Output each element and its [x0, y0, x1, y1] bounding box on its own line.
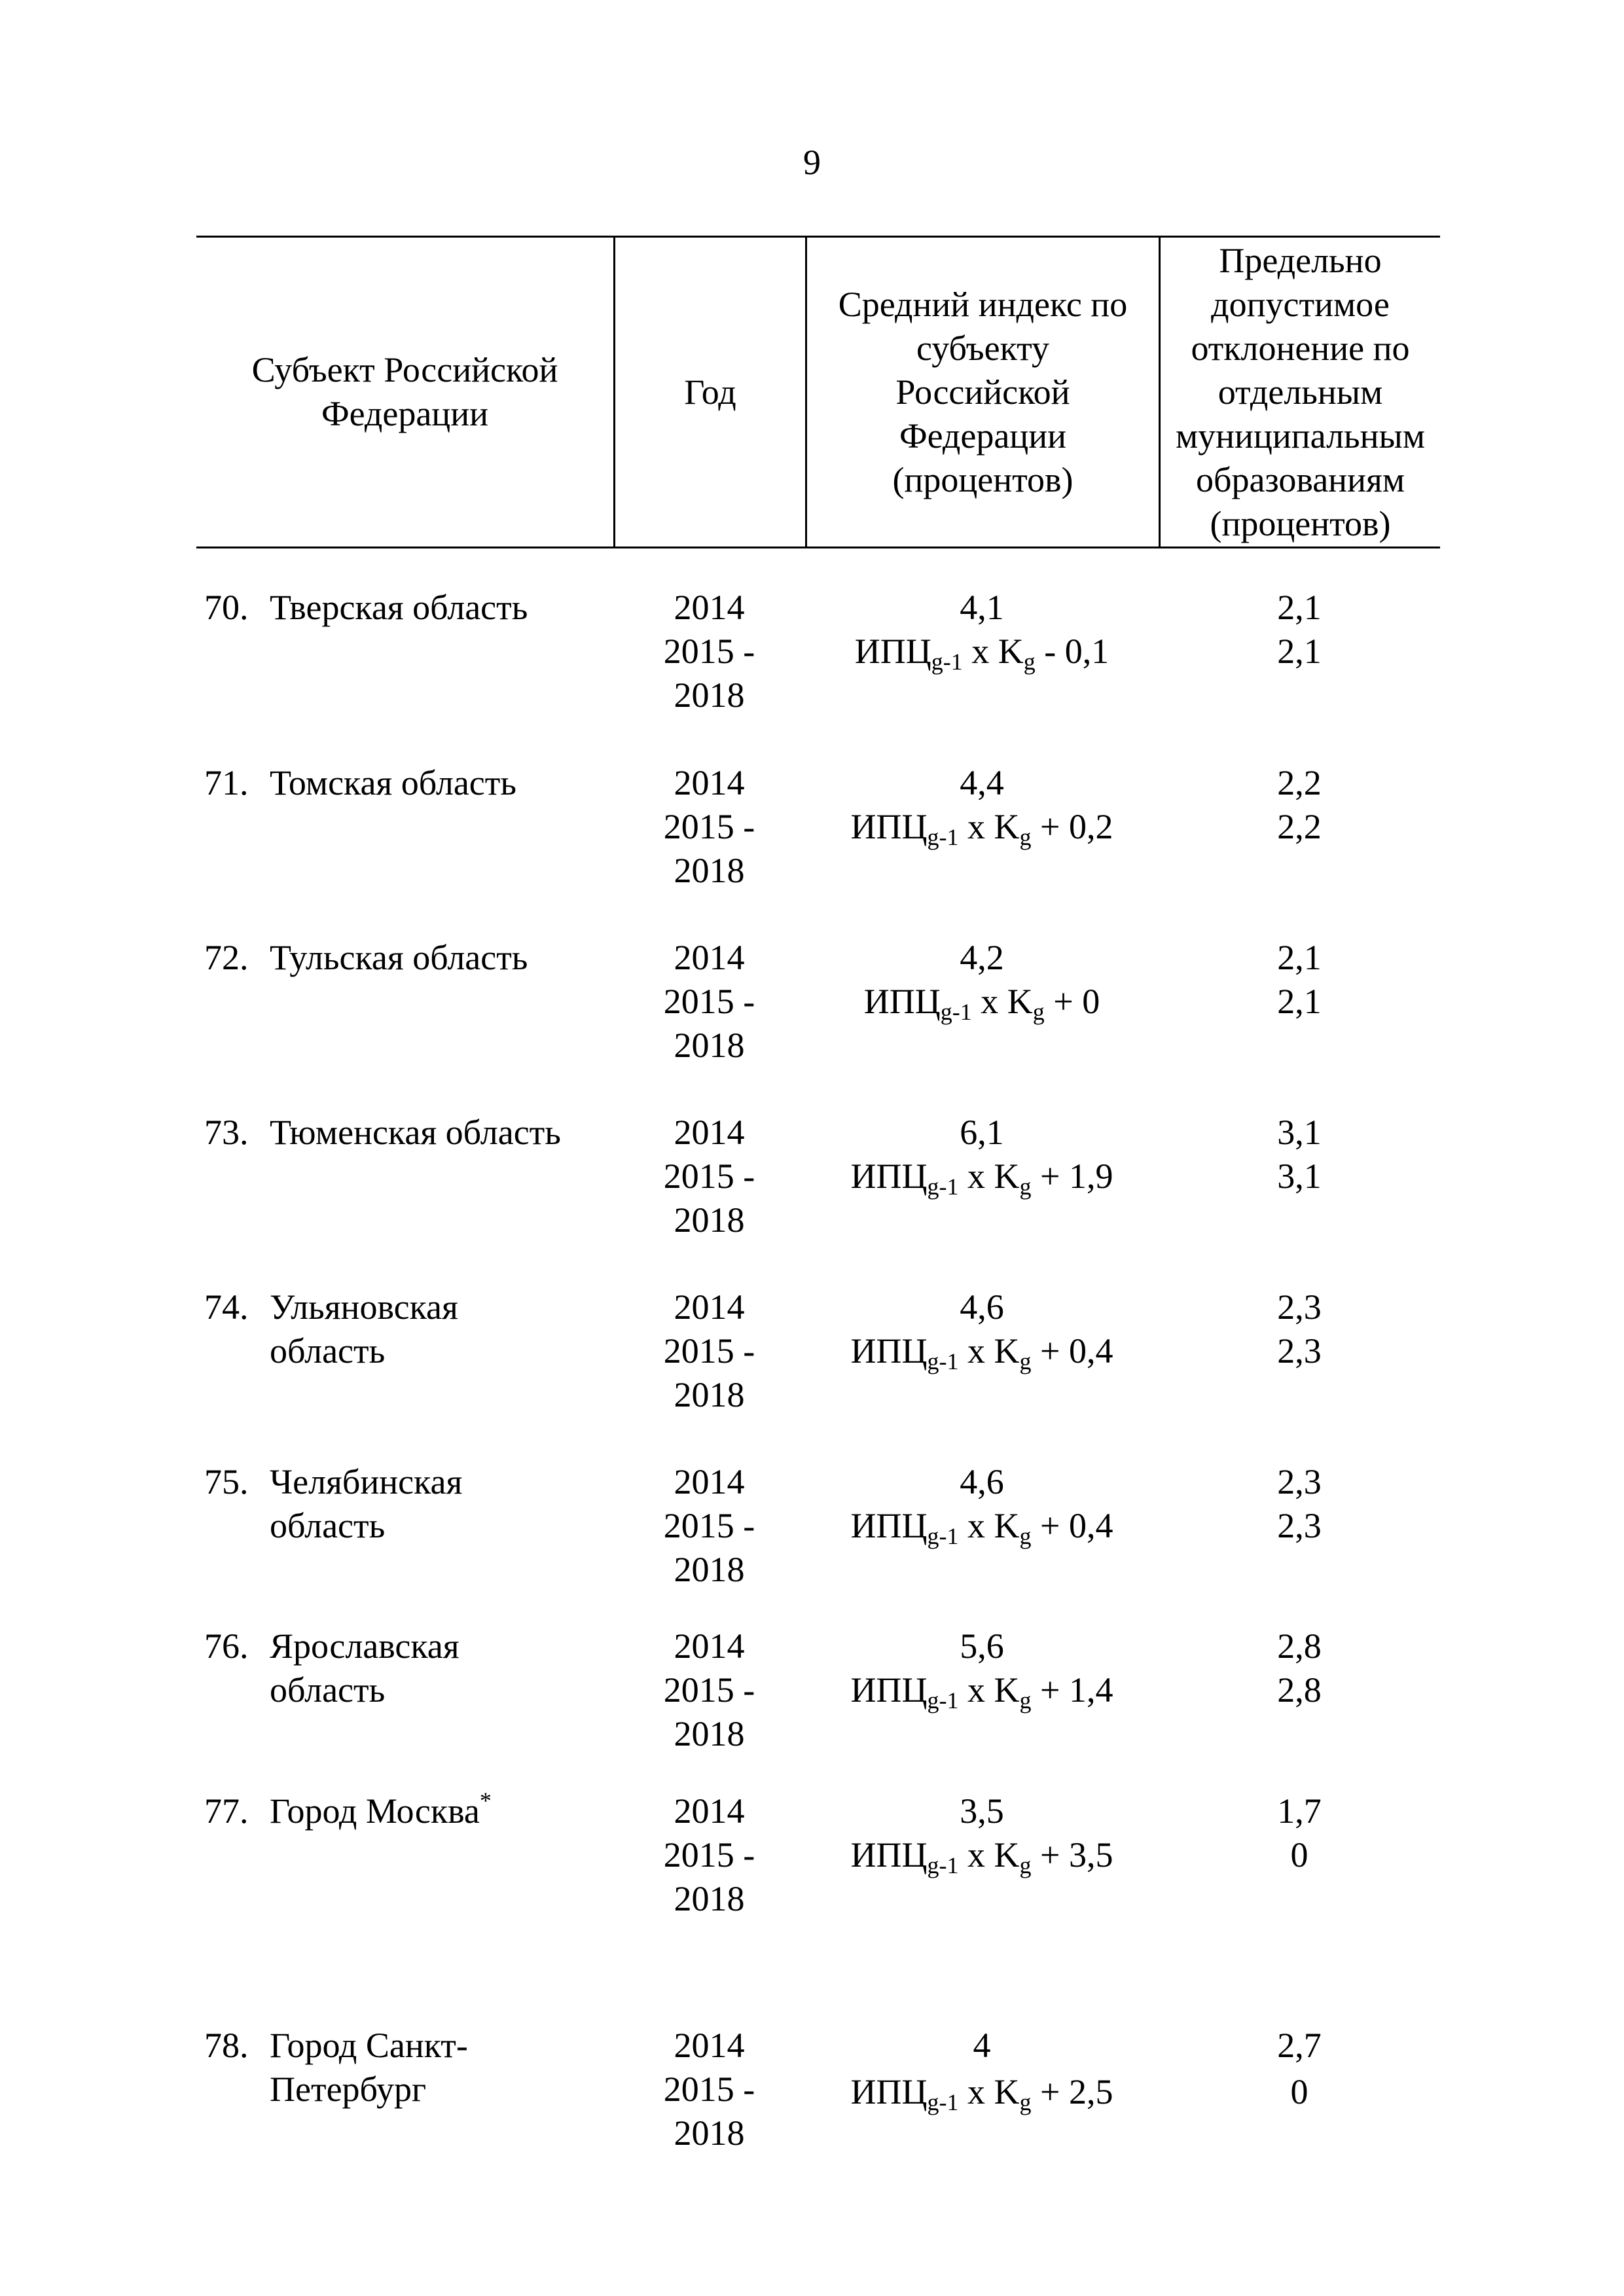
- formula-mult-sub: g: [1019, 1174, 1032, 1200]
- deviation-2014: 2,2: [1277, 763, 1322, 802]
- year-2014: 2014: [674, 588, 745, 627]
- header-index-text: Средний индекс по субъекту Российской Федерации (процентов): [838, 284, 1128, 499]
- formula-mult-sub: g: [1019, 1523, 1032, 1549]
- index-2014: 3,5: [960, 1791, 1004, 1831]
- index-formula: [805, 630, 1159, 673]
- row-number: 78.: [204, 2026, 249, 2065]
- deviation-2014: 2,8: [1277, 1626, 1322, 1666]
- row-subject: Тюменская область: [270, 1113, 561, 1152]
- index-formula: [805, 2070, 1159, 2114]
- formula-mult-sub: g: [1019, 1687, 1032, 1713]
- row-years: [613, 2024, 805, 2155]
- year-range-start: 2015 -: [663, 2070, 755, 2109]
- formula-mult-sub: g: [1032, 999, 1045, 1025]
- index-formula: [805, 1668, 1159, 1712]
- row-number: 77.: [204, 1791, 249, 1831]
- row-deviation: [1159, 2024, 1440, 2114]
- year-range-end: 2018: [674, 1375, 745, 1414]
- formula-base-sub: g-1: [927, 1174, 959, 1200]
- deviation-2015: 2,3: [1277, 1331, 1322, 1371]
- row-deviation: [1159, 586, 1440, 673]
- index-formula: [805, 1833, 1159, 1877]
- row-index: [805, 1111, 1159, 1198]
- header-year-text: Год: [684, 372, 736, 412]
- page-number: 9: [803, 143, 821, 182]
- row-subject: Ульяновская область: [270, 1287, 458, 1371]
- formula-base: ИПЦ: [850, 1506, 928, 1545]
- header-deviation: [1159, 238, 1440, 547]
- row-index: [805, 1285, 1159, 1373]
- formula-base: ИПЦ: [850, 807, 928, 846]
- row-number: 76.: [204, 1626, 249, 1666]
- row-index: [805, 936, 1159, 1024]
- year-2014: 2014: [674, 1626, 745, 1666]
- year-range-end: 2018: [674, 1200, 745, 1240]
- formula-base: ИПЦ: [850, 2072, 928, 2111]
- header-year: [613, 238, 805, 547]
- index-formula: [805, 805, 1159, 849]
- row-number: 75.: [204, 1462, 249, 1501]
- header-subject: [196, 238, 613, 547]
- deviation-2015: 2,3: [1277, 1506, 1322, 1545]
- row-index: [805, 761, 1159, 849]
- row-number: 71.: [204, 763, 249, 802]
- year-range-start: 2015 -: [663, 807, 755, 846]
- deviation-2014: 2,1: [1277, 938, 1322, 977]
- row-deviation: [1159, 936, 1440, 1024]
- index-2014: 6,1: [960, 1113, 1004, 1152]
- deviation-2015: 2,8: [1277, 1670, 1322, 1710]
- header-deviation-text: Предельно допустимое отклонение по отдельным муниципальным образованиям (процентов): [1175, 240, 1426, 543]
- formula-mult: x K: [958, 1506, 1020, 1545]
- year-2014: 2014: [674, 1791, 745, 1831]
- row-deviation: [1159, 1624, 1440, 1712]
- year-range-end: 2018: [674, 1879, 745, 1918]
- year-range-end: 2018: [674, 1550, 745, 1589]
- formula-mult: x K: [958, 1835, 1020, 1874]
- row-years: [613, 1460, 805, 1592]
- deviation-2015: 2,1: [1277, 982, 1322, 1021]
- row-index: [805, 586, 1159, 673]
- row-number: 70.: [204, 588, 249, 627]
- formula-base: ИПЦ: [850, 1670, 928, 1710]
- formula-tail: + 0,4: [1031, 1331, 1113, 1371]
- row-number: 72.: [204, 938, 249, 977]
- row-index: [805, 2024, 1159, 2114]
- year-range-start: 2015 -: [663, 1331, 755, 1371]
- formula-base: ИПЦ: [850, 1835, 928, 1874]
- row-index: [805, 1624, 1159, 1712]
- index-formula: [805, 1155, 1159, 1198]
- formula-mult-sub: g: [1019, 1348, 1032, 1374]
- formula-base-sub: g-1: [927, 1523, 959, 1549]
- index-formula: [805, 1504, 1159, 1548]
- row-subject: Челябинская область: [270, 1462, 463, 1545]
- year-2014: 2014: [674, 2026, 745, 2065]
- deviation-2015: 2,2: [1277, 807, 1322, 846]
- formula-mult: x K: [958, 1331, 1020, 1371]
- row-subject: Томская область: [270, 763, 516, 802]
- year-range-start: 2015 -: [663, 982, 755, 1021]
- row-years: [613, 1111, 805, 1242]
- formula-tail: + 0,2: [1031, 807, 1113, 846]
- index-2014: 4,6: [960, 1287, 1004, 1327]
- year-2014: 2014: [674, 763, 745, 802]
- row-subject: [270, 1789, 610, 1833]
- deviation-2015: 3,1: [1277, 1157, 1322, 1196]
- year-range-end: 2018: [674, 851, 745, 890]
- year-range-end: 2018: [674, 1714, 745, 1753]
- index-2014: 4: [973, 2026, 991, 2065]
- formula-mult: x K: [958, 807, 1020, 846]
- formula-tail: + 2,5: [1031, 2072, 1113, 2111]
- formula-base-sub: g-1: [927, 2089, 959, 2115]
- year-2014: 2014: [674, 938, 745, 977]
- formula-base-sub: g-1: [927, 1348, 959, 1374]
- deviation-2015: 0: [1290, 2072, 1308, 2111]
- header-index: [805, 238, 1159, 547]
- formula-tail: + 1,9: [1031, 1157, 1113, 1196]
- formula-base: ИПЦ: [854, 632, 931, 671]
- year-2014: 2014: [674, 1287, 745, 1327]
- index-2014: 5,6: [960, 1626, 1004, 1666]
- row-years: [613, 586, 805, 717]
- row-deviation: [1159, 1789, 1440, 1877]
- formula-mult-sub: g: [1019, 2089, 1032, 2115]
- row-number: 73.: [204, 1113, 249, 1152]
- formula-mult: x K: [958, 2072, 1020, 2111]
- row-index: [805, 1789, 1159, 1877]
- year-range-end: 2018: [674, 1026, 745, 1065]
- year-range-start: 2015 -: [663, 1506, 755, 1545]
- row-deviation: [1159, 1460, 1440, 1548]
- row-number: 74.: [204, 1287, 249, 1327]
- deviation-2014: 2,7: [1277, 2026, 1322, 2065]
- row-years: [613, 761, 805, 893]
- row-index: [805, 1460, 1159, 1548]
- formula-base-sub: g-1: [927, 824, 959, 850]
- index-2014: 4,6: [960, 1462, 1004, 1501]
- row-years: [613, 1789, 805, 1921]
- row-deviation: [1159, 761, 1440, 849]
- formula-tail: + 0: [1044, 982, 1100, 1021]
- index-formula: [805, 980, 1159, 1024]
- year-range-start: 2015 -: [663, 632, 755, 671]
- index-2014: 4,2: [960, 938, 1004, 977]
- deviation-2014: 2,3: [1277, 1287, 1322, 1327]
- year-range-end: 2018: [674, 675, 745, 715]
- formula-mult: x K: [962, 632, 1024, 671]
- formula-mult-sub: g: [1023, 649, 1036, 675]
- year-range-end: 2018: [674, 2113, 745, 2153]
- row-years: [613, 1285, 805, 1417]
- index-formula: [805, 1329, 1159, 1373]
- formula-mult: x K: [958, 1157, 1020, 1196]
- row-subject: Ярославская область: [270, 1626, 460, 1710]
- index-2014: 4,1: [960, 588, 1004, 627]
- formula-base: ИПЦ: [850, 1157, 928, 1196]
- formula-base-sub: g-1: [927, 1687, 959, 1713]
- formula-base-sub: g-1: [931, 649, 963, 675]
- formula-base: ИПЦ: [850, 1331, 928, 1371]
- row-subject: Тульская область: [270, 938, 528, 977]
- formula-mult: x K: [958, 1670, 1020, 1710]
- formula-base-sub: g-1: [927, 1852, 959, 1878]
- row-subject: Город Санкт- Петербург: [270, 2026, 468, 2109]
- index-2014: 4,4: [960, 763, 1004, 802]
- row-years: [613, 936, 805, 1067]
- row-subject-text: Город Москва: [270, 1791, 480, 1831]
- deviation-2014: 3,1: [1277, 1113, 1322, 1152]
- year-range-start: 2015 -: [663, 1835, 755, 1874]
- deviation-2014: 1,7: [1277, 1791, 1322, 1831]
- footnote-mark: *: [479, 1787, 492, 1814]
- year-range-start: 2015 -: [663, 1670, 755, 1710]
- row-deviation: [1159, 1111, 1440, 1198]
- formula-base-sub: g-1: [940, 999, 972, 1025]
- row-years: [613, 1624, 805, 1756]
- formula-tail: + 3,5: [1031, 1835, 1113, 1874]
- header-subject-text: Субъект Российской Федерации: [251, 350, 558, 433]
- year-2014: 2014: [674, 1113, 745, 1152]
- deviation-2015: 2,1: [1277, 632, 1322, 671]
- deviation-2015: 0: [1290, 1835, 1308, 1874]
- year-2014: 2014: [674, 1462, 745, 1501]
- deviation-2014: 2,1: [1277, 588, 1322, 627]
- formula-base: ИПЦ: [863, 982, 941, 1021]
- row-deviation: [1159, 1285, 1440, 1373]
- formula-mult-sub: g: [1019, 824, 1032, 850]
- formula-mult: x K: [971, 982, 1033, 1021]
- formula-mult-sub: g: [1019, 1852, 1032, 1878]
- table-header: [196, 236, 1440, 548]
- formula-tail: - 0,1: [1035, 632, 1110, 671]
- formula-tail: + 0,4: [1031, 1506, 1113, 1545]
- deviation-2014: 2,3: [1277, 1462, 1322, 1501]
- formula-tail: + 1,4: [1031, 1670, 1113, 1710]
- year-range-start: 2015 -: [663, 1157, 755, 1196]
- row-subject: Тверская область: [270, 588, 528, 627]
